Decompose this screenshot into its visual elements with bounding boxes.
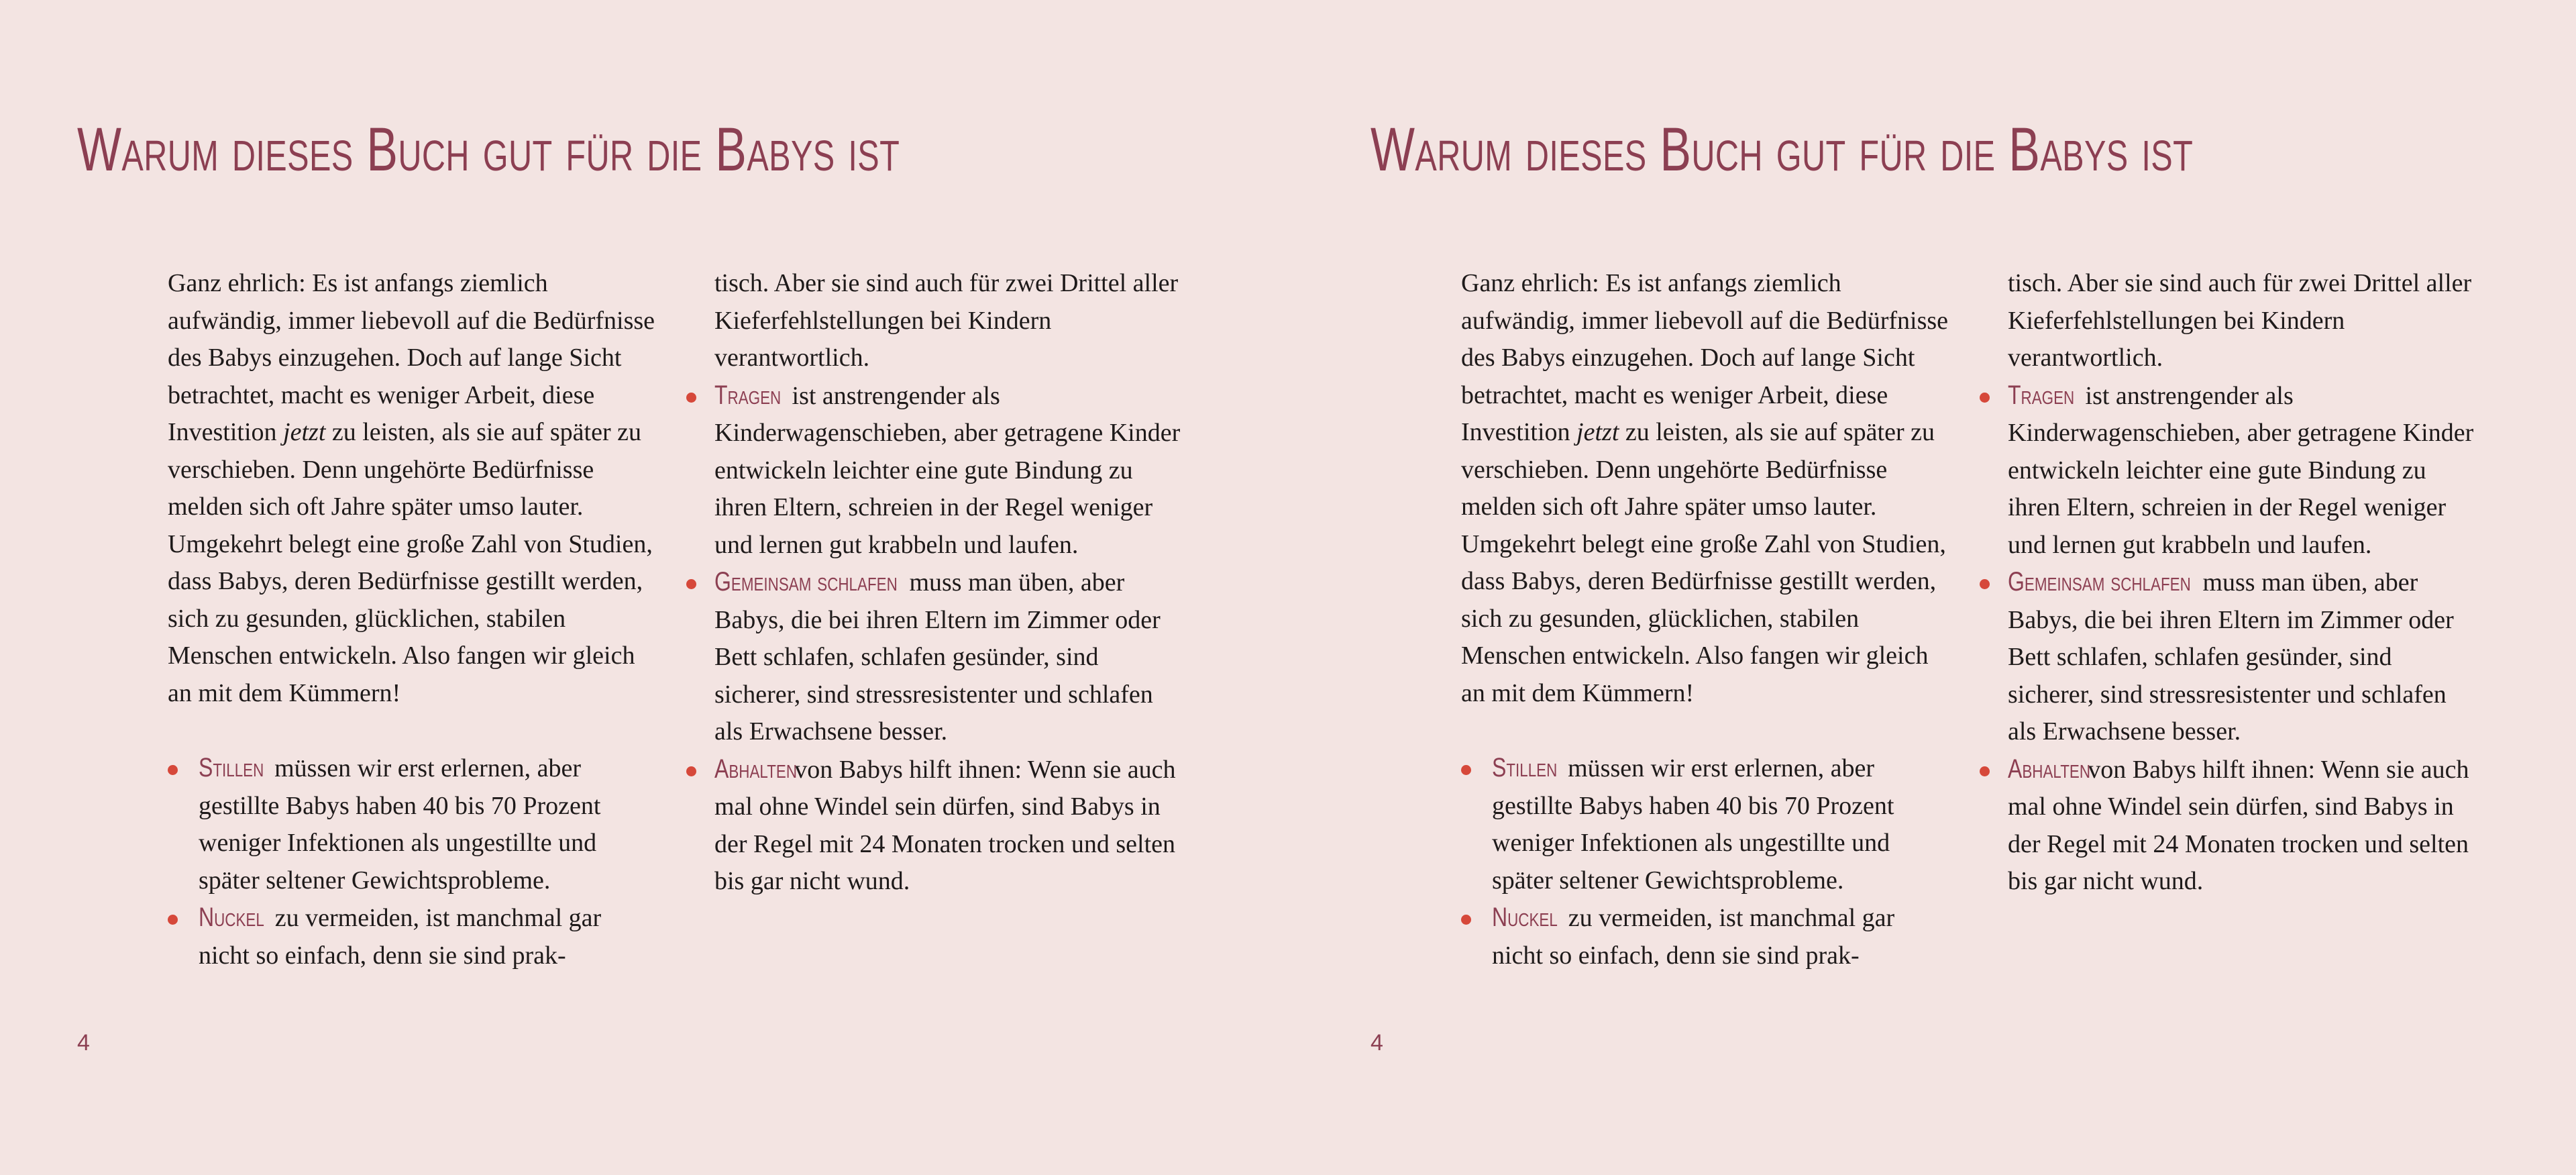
intro-text-1: Ganz ehrlich: Es ist anfangs ziemlich aufwändig, immer liebevoll auf die Bedürfnisse des Babys einzugehen. Doch auf lange Sicht betrachtet, macht es weniger Arbeit, diese Investition	[1461, 269, 1949, 446]
bullet-list-1	[1461, 750, 1951, 974]
bullet-item-tragen	[2008, 377, 2477, 564]
bullet-list-2	[2008, 377, 2477, 901]
bullet-keyword: Tragen	[2008, 380, 2075, 410]
bullet-keyword: Gemeinsam schlafen	[2008, 567, 2191, 597]
bullet-keyword: Nuckel	[199, 903, 264, 932]
bullet-text: muss man üben, aber Babys, die bei ihren Eltern im Zimmer oder Bett schlafen, schlafen gesünder, sind sicherer, sind stressresistenter und schlafen als Erwachsene besser.	[714, 568, 1161, 746]
bullet-dot	[168, 765, 178, 775]
bullet-dot	[1980, 393, 1990, 403]
intro-text-1: Ganz ehrlich: Es ist anfangs ziemlich aufwändig, immer liebevoll auf die Bedürfnisse des Babys einzugehen. Doch auf lange Sicht betrachtet, macht es weniger Arbeit, diese Investition	[168, 269, 655, 446]
page-right	[1293, 0, 2576, 1175]
bullet-dot	[686, 393, 696, 403]
page-title: Warum dieses Buch gut für die Babys ist	[77, 115, 900, 184]
bullet-item-nuckel	[1461, 899, 1951, 974]
bullet-list-1	[168, 750, 657, 974]
bullet-dot	[168, 915, 178, 925]
bullet-item-abhalten	[2008, 751, 2477, 901]
bullet-text: müssen wir erst erlernen, aber gestillte Babys haben 40 bis 70 Prozent weniger Infektionen als ungestillte und später seltener Gewichtsprobleme.	[1492, 754, 1894, 895]
bullet-keyword: Abhalten	[2008, 754, 2090, 784]
intro-emphasis: jetzt	[1576, 418, 1619, 446]
bullet-keyword: Stillen	[199, 753, 264, 782]
bullet-text: ist anstrengender als Kinderwagenschieben, aber getragene Kinder entwickeln leichter eine gute Bindung zu ihren Eltern, schreien in der Regel weniger und lernen gut krabbeln und laufen.	[714, 381, 1181, 559]
bullet-keyword: Gemeinsam schlafen	[714, 567, 898, 597]
bullet-item-stillen	[168, 750, 657, 899]
continuation-paragraph: tisch. Aber sie sind auch für zwei Drittel aller Kieferfehlstellungen bei Kindern verantwortlich.	[2008, 269, 2472, 372]
bullet-item-nuckel	[168, 899, 657, 974]
text-column-2	[714, 265, 1184, 901]
bullet-item-gemeinsam-schlafen	[2008, 564, 2477, 751]
bullet-keyword: Nuckel	[1492, 903, 1558, 932]
bullet-dot	[686, 579, 696, 589]
bullet-keyword: Tragen	[714, 380, 782, 410]
bullet-text: müssen wir erst erlernen, aber gestillte Babys haben 40 bis 70 Prozent weniger Infektionen als ungestillte und später seltener Gewichtsprobleme.	[199, 754, 601, 895]
bullet-dot	[1461, 765, 1471, 775]
page-number: 4	[77, 1030, 90, 1056]
bullet-text: ist anstrengender als Kinderwagenschieben, aber getragene Kinder entwickeln leichter eine gute Bindung zu ihren Eltern, schreien in der Regel weniger und lernen gut krabbeln und laufen.	[2008, 381, 2474, 559]
bullet-text: zu vermeiden, ist manchmal gar nicht so einfach, denn sie sind prak-	[199, 904, 602, 970]
text-column-2	[2008, 265, 2477, 901]
intro-paragraph	[1461, 265, 1951, 712]
text-column-1	[1461, 265, 1951, 974]
bullet-item-tragen	[714, 377, 1184, 564]
page-title: Warum dieses Buch gut für die Babys ist	[1371, 115, 2194, 184]
bullet-list-2	[714, 377, 1184, 901]
bullet-keyword: Abhalten	[714, 754, 797, 784]
bullet-dot	[1980, 766, 1990, 776]
bullet-item-stillen	[1461, 750, 1951, 899]
bullet-item-gemeinsam-schlafen	[714, 564, 1184, 751]
intro-paragraph	[168, 265, 657, 712]
text-column-1	[168, 265, 657, 974]
bullet-dot	[686, 766, 696, 776]
intro-emphasis: jetzt	[283, 418, 326, 446]
bullet-keyword: Stillen	[1492, 753, 1558, 782]
bullet-text: von Babys hilft ihnen: Wenn sie auch mal ohne Windel sein dürfen, sind Babys in der Regel mit 24 Monaten trocken und selten bis gar nicht wund.	[2008, 755, 2469, 895]
continuation-paragraph: tisch. Aber sie sind auch für zwei Drittel aller Kieferfehlstellungen bei Kindern verantwortlich.	[714, 269, 1179, 372]
bullet-dot	[1461, 915, 1471, 925]
bullet-text: zu vermeiden, ist manchmal gar nicht so einfach, denn sie sind prak-	[1492, 904, 1895, 970]
bullet-item-abhalten	[714, 751, 1184, 901]
intro-text-2: zu leisten, als sie auf später zu verschieben. Denn ungehörte Bedürfnisse melden sich oft Jahre später umso lauter. Umgekehrt belegt eine große Zahl von Studien, dass Babys, deren Bedürfnisse gestillt werden, sich zu gesunden, glücklichen, stabilen Menschen entwickeln. Also fangen wir gleich an mit dem Kümmern!	[168, 418, 653, 707]
intro-text-2: zu leisten, als sie auf später zu verschieben. Denn ungehörte Bedürfnisse melden sich oft Jahre später umso lauter. Umgekehrt belegt eine große Zahl von Studien, dass Babys, deren Bedürfnisse gestillt werden, sich zu gesunden, glücklichen, stabilen Menschen entwickeln. Also fangen wir gleich an mit dem Kümmern!	[1461, 418, 1946, 707]
page-number: 4	[1371, 1030, 1383, 1056]
bullet-dot	[1980, 579, 1990, 589]
bullet-text: muss man üben, aber Babys, die bei ihren Eltern im Zimmer oder Bett schlafen, schlafen gesünder, sind sicherer, sind stressresistenter und schlafen als Erwachsene besser.	[2008, 568, 2454, 746]
bullet-text: von Babys hilft ihnen: Wenn sie auch mal ohne Windel sein dürfen, sind Babys in der Regel mit 24 Monaten trocken und selten bis gar nicht wund.	[714, 755, 1176, 895]
